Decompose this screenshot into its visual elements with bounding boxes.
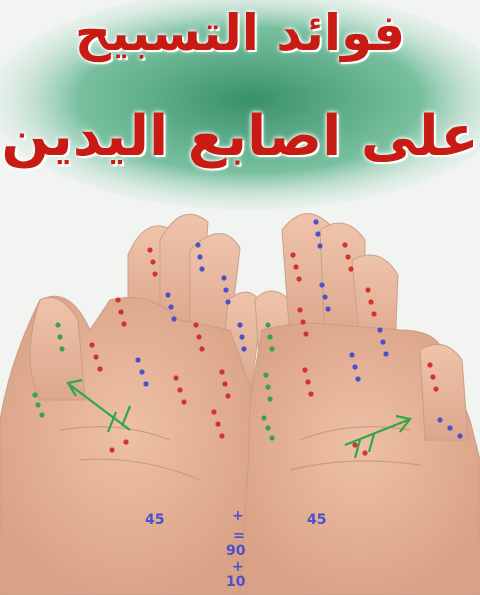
finger-dot (221, 275, 226, 280)
finger-dot (150, 259, 155, 264)
plus-sign-1: + (232, 508, 244, 524)
finger-dot (211, 409, 216, 414)
finger-dot (225, 299, 230, 304)
finger-dot (325, 306, 330, 311)
finger-dot (296, 276, 301, 281)
finger-dot (59, 346, 64, 351)
finger-dot (305, 379, 310, 384)
finger-dot (97, 366, 102, 371)
finger-dot (265, 322, 270, 327)
finger-dot (303, 331, 308, 336)
finger-dot (196, 334, 201, 339)
finger-dot (195, 242, 200, 247)
finger-dot (457, 433, 462, 438)
finger-dot (322, 294, 327, 299)
finger-dot (199, 346, 204, 351)
finger-dot (199, 266, 204, 271)
finger-dot (437, 417, 442, 422)
finger-dot (237, 322, 242, 327)
finger-dot (35, 402, 40, 407)
finger-dot (89, 342, 94, 347)
finger-dot (383, 351, 388, 356)
finger-dot (308, 391, 313, 396)
finger-dot (109, 447, 114, 452)
finger-dot (430, 374, 435, 379)
finger-dot (147, 247, 152, 252)
finger-dot (219, 433, 224, 438)
finger-dot (265, 425, 270, 430)
finger-dot (300, 319, 305, 324)
equals-sign: = (233, 528, 245, 544)
finger-dot (168, 304, 173, 309)
finger-dot (380, 339, 385, 344)
right-thumb (420, 344, 468, 440)
finger-dot (143, 381, 148, 386)
finger-dot (342, 242, 347, 247)
finger-dot (265, 384, 270, 389)
finger-dot (269, 346, 274, 351)
finger-dot (115, 297, 120, 302)
finger-dot (241, 346, 246, 351)
finger-dot (263, 372, 268, 377)
finger-dot (39, 412, 44, 417)
finger-dot (267, 334, 272, 339)
finger-dot (293, 264, 298, 269)
finger-dot (355, 376, 360, 381)
finger-dot (371, 311, 376, 316)
finger-dot (181, 399, 186, 404)
finger-dot (197, 254, 202, 259)
finger-dot (139, 369, 144, 374)
finger-dot (313, 219, 318, 224)
finger-dot (290, 252, 295, 257)
extra-count: 10 (226, 574, 246, 590)
finger-dot (57, 334, 62, 339)
left-hand-count: 45 (145, 512, 165, 528)
finger-dot (345, 254, 350, 259)
finger-dot (269, 435, 274, 440)
finger-dot (297, 307, 302, 312)
finger-dot (433, 386, 438, 391)
finger-dot (349, 352, 354, 357)
finger-dot (219, 369, 224, 374)
right-hand-count: 45 (307, 512, 327, 528)
finger-dot (215, 421, 220, 426)
finger-dot (223, 287, 228, 292)
finger-dot (152, 271, 157, 276)
finger-dot (121, 321, 126, 326)
finger-dot (261, 415, 266, 420)
finger-dot (93, 354, 98, 359)
finger-dot (315, 231, 320, 236)
finger-dot (377, 327, 382, 332)
finger-dot (118, 309, 123, 314)
finger-dot (427, 362, 432, 367)
finger-dot (171, 316, 176, 321)
finger-dot (317, 243, 322, 248)
finger-dot (222, 381, 227, 386)
finger-dot (368, 299, 373, 304)
title-line-2: على اصابع اليدين (1, 104, 479, 169)
title-line-1: فوائد التسبيح (74, 4, 406, 62)
finger-dot (225, 393, 230, 398)
finger-dot (302, 367, 307, 372)
finger-dot (135, 357, 140, 362)
finger-dot (239, 334, 244, 339)
finger-dot (123, 439, 128, 444)
finger-dot (193, 322, 198, 327)
finger-dot (55, 322, 60, 327)
finger-dot (352, 364, 357, 369)
finger-dot (447, 425, 452, 430)
finger-dot (177, 387, 182, 392)
finger-dot (173, 375, 178, 380)
finger-dot (267, 396, 272, 401)
finger-dot (352, 442, 357, 447)
finger-dot (319, 282, 324, 287)
finger-dot (32, 392, 37, 397)
finger-dot (165, 292, 170, 297)
plus-sign-2: + (232, 559, 244, 575)
subtotal-count: 90 (226, 543, 246, 559)
finger-dot (365, 287, 370, 292)
finger-dot (362, 450, 367, 455)
finger-dot (348, 266, 353, 271)
